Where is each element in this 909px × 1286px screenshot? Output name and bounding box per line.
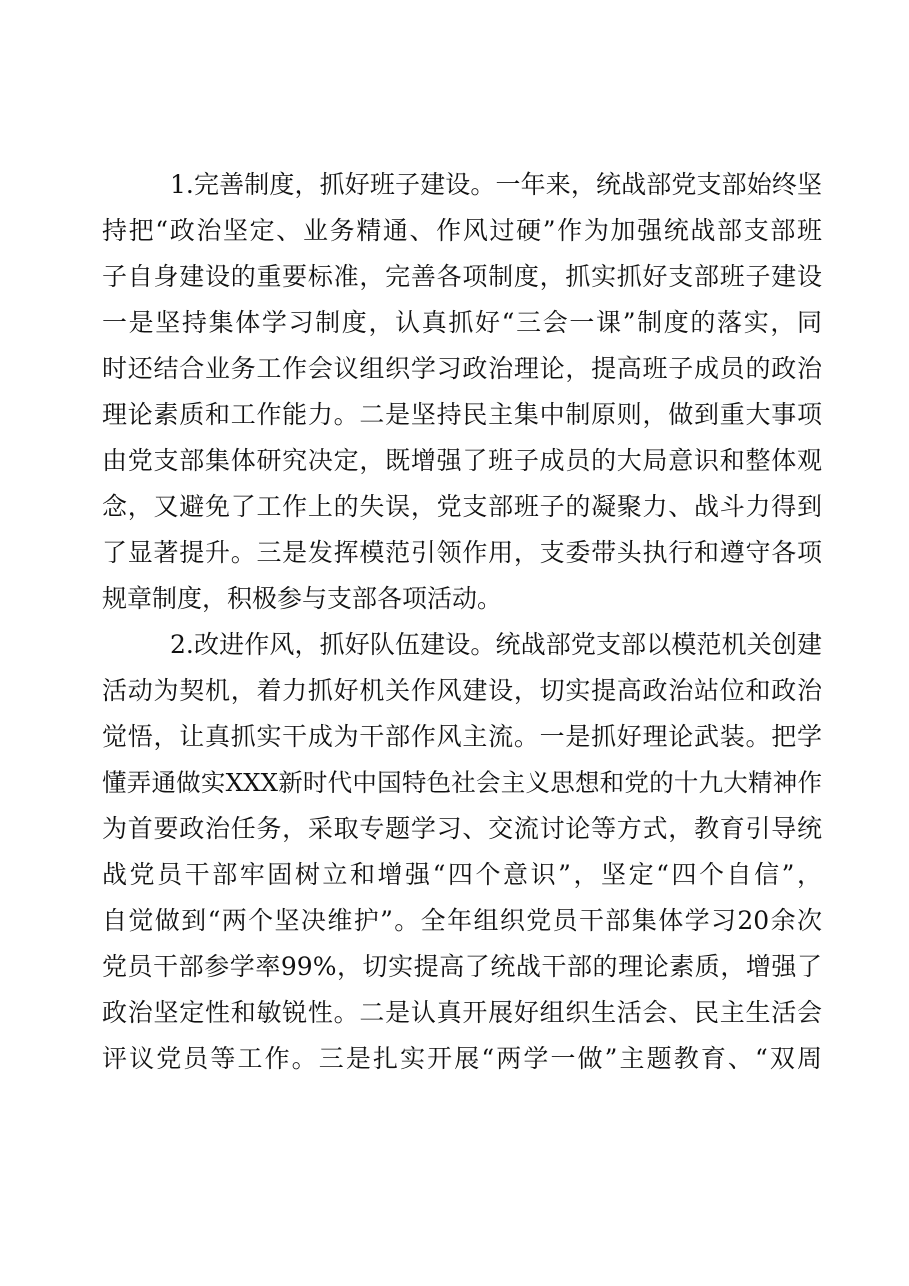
paragraph-1-line-7: 由党支部集体研究决定，既增强了班子成员的大局意识和整体观 xyxy=(102,446,822,475)
paragraph-1-line-6: 理论素质和工作能力。二是坚持民主集中制原则，做到重大事项 xyxy=(102,400,822,429)
paragraph-2-line-1: 2.改进作风，抓好队伍建设。统战部党支部以模范机关创建 xyxy=(170,630,822,659)
paragraph-1-line-3: 子自身建设的重要标准，完善各项制度，抓实抓好支部班子建设 xyxy=(102,262,822,291)
paragraph-2-line-5: 为首要政治任务，采取专题学习、交流讨论等方式，教育引导统 xyxy=(102,814,822,843)
paragraph-2-line-2: 活动为契机，着力抓好机关作风建设，切实提高政治站位和政治 xyxy=(102,676,822,705)
paragraph-1-line-8: 念，又避免了工作上的失误，党支部班子的凝聚力、战斗力得到 xyxy=(102,492,822,521)
paragraph-1-line-5: 时还结合业务工作会议组织学习政治理论，提高班子成员的政治 xyxy=(102,354,822,383)
paragraph-2-line-3: 觉悟，让真抓实干成为干部作风主流。一是抓好理论武装。把学 xyxy=(102,722,822,751)
paragraph-2-line-9: 政治坚定性和敏锐性。二是认真开展好组织生活会、民主生活会 xyxy=(102,998,822,1027)
paragraph-2-line-10: 评议党员等工作。三是扎实开展“两学一做”主题教育、“双周 xyxy=(102,1044,822,1073)
paragraph-1-line-1: 1.完善制度，抓好班子建设。一年来，统战部党支部始终坚 xyxy=(170,170,822,199)
paragraph-1-line-4: 一是坚持集体学习制度，认真抓好“三会一课”制度的落实，同 xyxy=(102,308,822,337)
paragraph-1-line-10: 规章制度，积极参与支部各项活动。 xyxy=(102,584,503,613)
paragraph-1-line-9: 了显著提升。三是发挥模范引领作用，支委带头执行和遵守各项 xyxy=(102,538,822,567)
paragraph-2-line-8: 党员干部参学率99%，切实提高了统战干部的理论素质，增强了 xyxy=(102,952,822,981)
paragraph-1-line-2: 持把“政治坚定、业务精通、作风过硬”作为加强统战部支部班 xyxy=(102,216,822,245)
paragraph-2-line-6: 战党员干部牢固树立和增强“四个意识”，坚定“四个自信”， xyxy=(102,860,822,889)
paragraph-2-line-4: 懂弄通做实XXX新时代中国特色社会主义思想和党的十九大精神作 xyxy=(102,768,822,797)
paragraph-2-line-7: 自觉做到“两个坚决维护”。全年组织党员干部集体学习20余次 xyxy=(102,906,822,935)
